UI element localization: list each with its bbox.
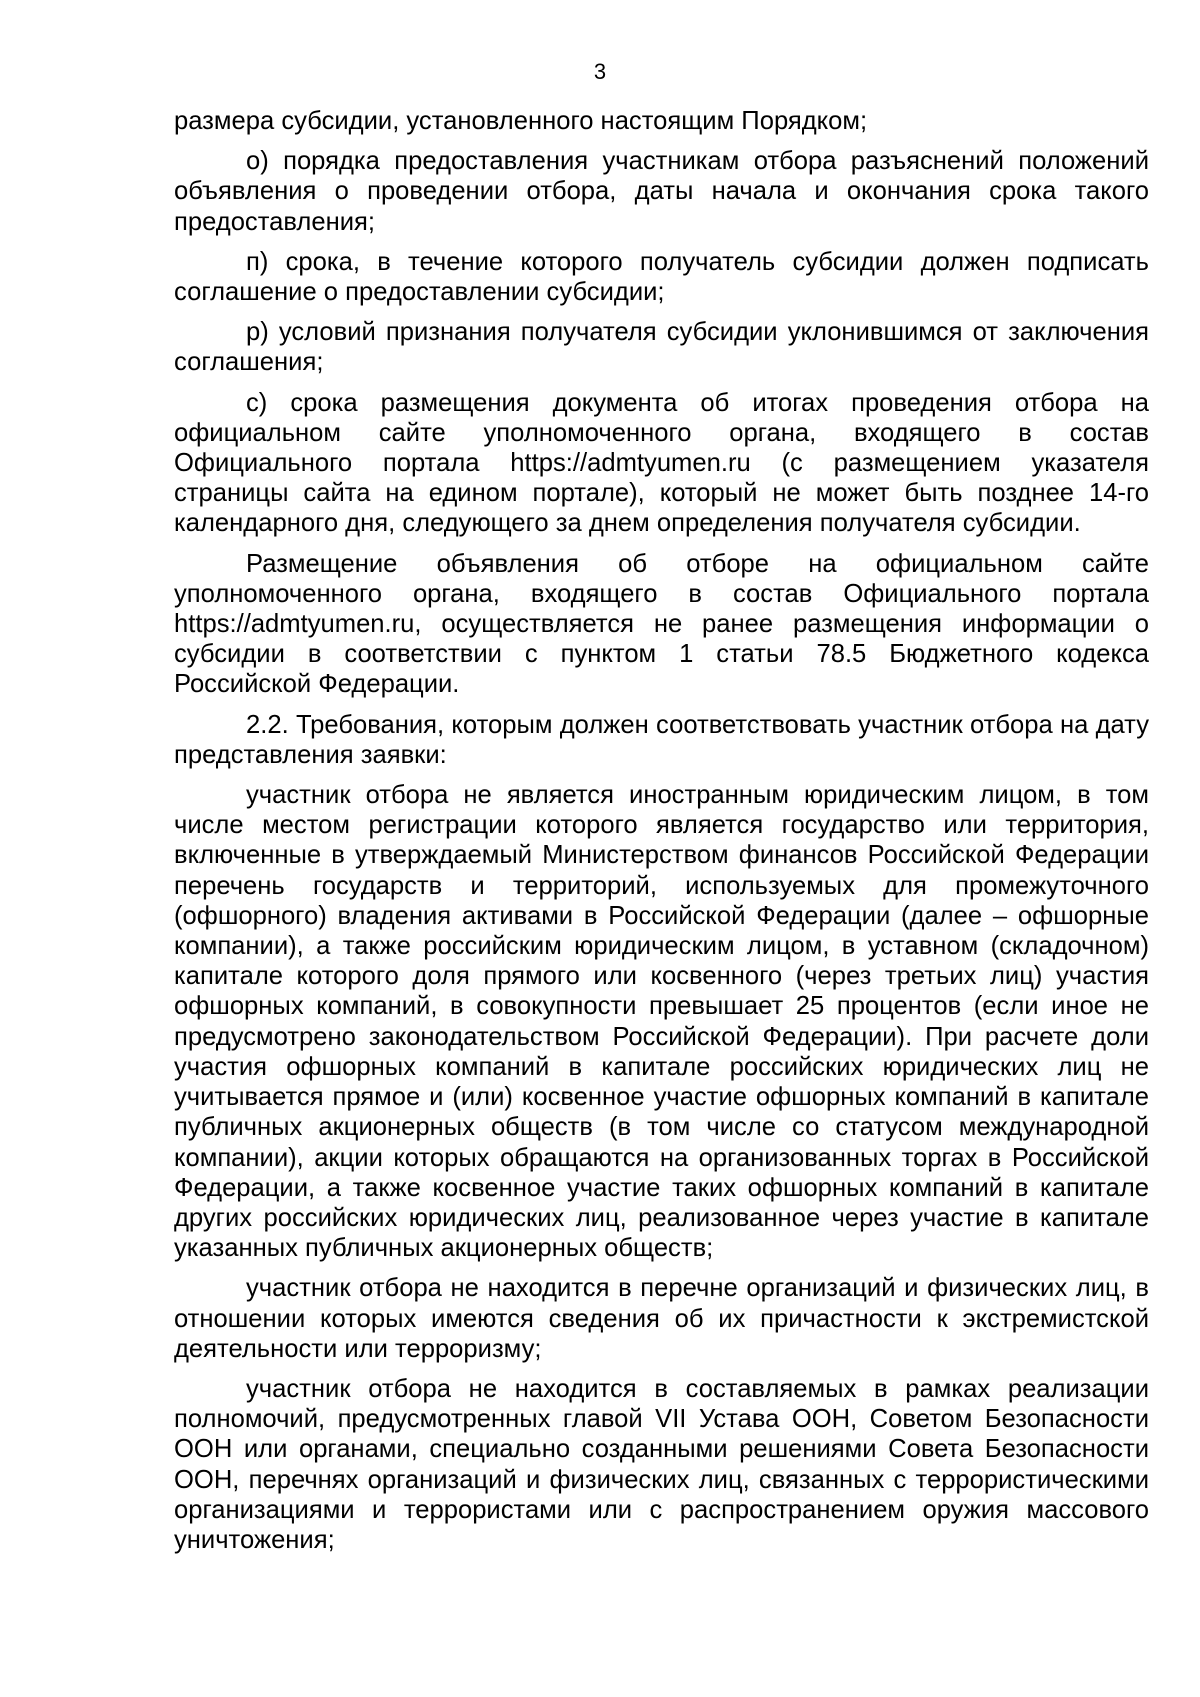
paragraph-requirement-offshore: участник отбора не является иностранным юридическим лицом, в том числе местом регистрации которого является государство или территория, включенные в утверждаемый Министерством финансов Российской Федерации перечень государств и территорий, используемых для промежуточного (офшорного) владения активами в Российской Федерации (далее – офшорные компании), а также российским юридическим лицом, в уставном (складочном) капитале которого доля прямого или косвенного (через третьих лиц) участия офшорных компаний, в совокупности превышает 25 процентов (если иное не предусмотрено законодательством Российской Федерации). При расчете доли участия офшорных компаний в капитале российских юридических лиц не учитывается прямое и (или) косвенное участие офшорных компаний в капитале публичных акционерных обществ (в том числе со статусом международной компании), акции которых обращаются на организованных торгах в Российской Федерации, а также косвенное участие таких офшорных компаний в капитале других российских юридических лиц, реализованное через участие в капитале указанных публичных акционерных обществ; [174, 781, 1149, 1263]
paragraph-item-s: с) срока размещения документа об итогах проведения отбора на официальном сайте уполномоченного органа, входящего в состав Официального портала https://admtyumen.ru (с размещением указателя страницы сайта на едином портале), который не может быть позднее 14-го календарного дня, следующего за днем определения получателя субсидии. [174, 388, 1149, 538]
paragraph-section-2-2: 2.2. Требования, которым должен соответствовать участник отбора на дату представления заявки: [174, 710, 1149, 769]
document-body [174, 106, 1149, 1565]
paragraph-item-r: р) условий признания получателя субсидии уклонившимся от заключения соглашения; [174, 318, 1149, 377]
paragraph-requirement-extremism: участник отбора не находится в перечне организаций и физических лиц, в отношении которых имеются сведения об их причастности к экстремистской деятельности или терроризму; [174, 1274, 1149, 1363]
paragraph-requirement-un-lists: участник отбора не находится в составляемых в рамках реализации полномочий, предусмотренных главой VII Устава ООН, Советом Безопасности ООН или органами, специально созданными решениями Совета Безопасности ООН, перечнях организаций и физических лиц, связанных с террористическими организациями и террористами или с распространением оружия массового уничтожения; [174, 1374, 1149, 1554]
page-number: 3 [593, 59, 607, 84]
paragraph-continuation: размера субсидии, установленного настоящим Порядком; [174, 107, 868, 135]
paragraph-item-o: о) порядка предоставления участникам отбора разъяснений положений объявления о проведении отбора, даты начала и окончания срока такого предоставления; [174, 147, 1149, 236]
paragraph-item-p: п) срока, в течение которого получатель субсидии должен подписать соглашение о предоставлении субсидии; [174, 247, 1149, 307]
paragraph-publication: Размещение объявления об отборе на официальном сайте уполномоченного органа, входящего в состав Официального портала https://admtyumen.ru, осуществляется не ранее размещения информации о субсидии в соответствии с пунктом 1 статьи 78.5 Бюджетного кодекса Российской Федерации. [174, 549, 1149, 699]
